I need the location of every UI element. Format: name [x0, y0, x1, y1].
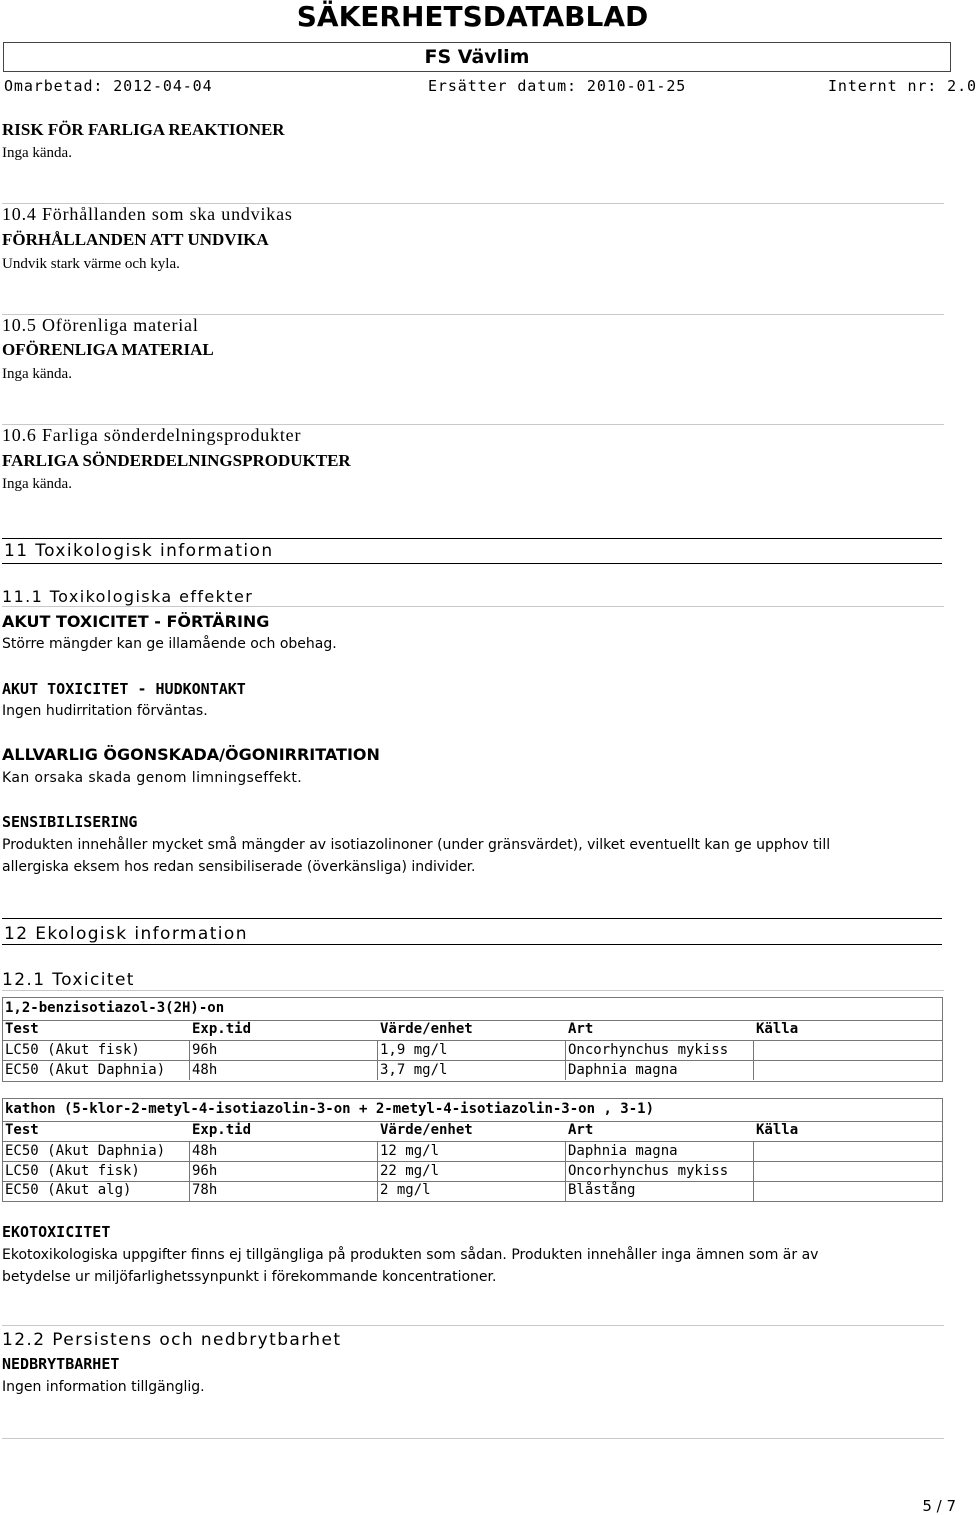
- section-10-4-text: Undvik stark värme och kyla.: [2, 256, 180, 272]
- table-1-row-2-exptid: 48h: [192, 1062, 218, 1078]
- eye-damage-heading: ALLVARLIG ÖGONSKADA/ÖGONIRRITATION: [2, 745, 380, 764]
- table-line: [565, 1141, 566, 1201]
- replaces-date: Ersätter datum: 2010-01-25: [428, 77, 687, 95]
- section-10-5-text: Inga kända.: [2, 366, 72, 382]
- table-1-row-1-value: 1,9 mg/l: [380, 1042, 448, 1058]
- section-12-2-title: 12.2 Persistens och nedbrytbarhet: [2, 1330, 342, 1350]
- table-line: [753, 1141, 754, 1201]
- table-2-header-value: Värde/enhet: [380, 1122, 473, 1138]
- table-line: [2, 1181, 942, 1182]
- divider: [2, 1325, 944, 1326]
- table-2-row-2-value: 22 mg/l: [380, 1163, 440, 1179]
- section-10-5-heading: OFÖRENLIGA MATERIAL: [2, 340, 214, 359]
- divider: [2, 990, 944, 991]
- ecotoxicity-heading: EKOTOXICITET: [2, 1223, 111, 1241]
- table-2-substance: kathon (5-klor-2-metyl-4-isotiazolin-3-on + 2-metyl-4-isotiazolin-3-on , 3-1): [5, 1101, 655, 1117]
- table-2-header-test: Test: [5, 1122, 39, 1138]
- acute-skin-heading: AKUT TOXICITET - HUDKONTAKT: [2, 680, 246, 698]
- table-1-header-test: Test: [5, 1021, 39, 1037]
- degradability-heading: NEDBRYTBARHET: [2, 1355, 120, 1373]
- table-1-row-2-test: EC50 (Akut Daphnia): [5, 1062, 166, 1078]
- eye-damage-text: Kan orsaka skada genom limningseffekt.: [2, 770, 303, 786]
- sensitization-heading: SENSIBILISERING: [2, 813, 138, 831]
- table-2-row-3-species: Blåstång: [568, 1182, 636, 1198]
- table-line: [2, 1040, 942, 1041]
- divider: [2, 606, 944, 607]
- section-10-4-title: 10.4 Förhållanden som ska undvikas: [2, 204, 293, 224]
- table-1-row-2-value: 3,7 mg/l: [380, 1062, 448, 1078]
- table-line: [189, 1141, 190, 1201]
- sensitization-text-1: Produkten innehåller mycket små mängder av isotiazolinoner (under gränsvärdet), vilket eventuellt kan ge upphov till: [2, 837, 831, 853]
- section-12-title: 12 Ekologisk information: [4, 924, 248, 944]
- section-10-5-title: 10.5 Oförenliga material: [2, 315, 199, 335]
- table-2-row-3-test: EC50 (Akut alg): [5, 1182, 132, 1198]
- acute-skin-text: Ingen hudirritation förväntas.: [2, 703, 208, 719]
- table-2-row-1-exptid: 48h: [192, 1143, 218, 1159]
- degradability-text: Ingen information tillgänglig.: [2, 1379, 205, 1395]
- table-2-row-2-exptid: 96h: [192, 1163, 218, 1179]
- section-11-1-title: 11.1 Toxikologiska effekter: [2, 587, 254, 606]
- acute-oral-heading: AKUT TOXICITET - FÖRTÄRING: [2, 612, 270, 631]
- table-1-row-1-species: Oncorhynchus mykiss: [568, 1042, 729, 1058]
- table-1-substance: 1,2-benzisotiazol-3(2H)-on: [5, 1000, 225, 1016]
- section-rule: [2, 944, 942, 945]
- table-2-row-1-test: EC50 (Akut Daphnia): [5, 1143, 166, 1159]
- section-10-6-heading: FARLIGA SÖNDERDELNINGSPRODUKTER: [2, 451, 351, 470]
- table-line: [2, 1060, 942, 1061]
- document-title: SÄKERHETSDATABLAD: [296, 0, 649, 33]
- section-12-1-title: 12.1 Toxicitet: [2, 970, 135, 990]
- internal-number: Internt nr: 2.0: [828, 77, 977, 95]
- table-line: [2, 1141, 942, 1142]
- table-1-row-2-species: Daphnia magna: [568, 1062, 678, 1078]
- table-2-header-species: Art: [568, 1122, 594, 1138]
- table-line: [2, 1161, 942, 1162]
- table-1-row-1-test: LC50 (Akut fisk): [5, 1042, 140, 1058]
- risk-text: Inga kända.: [2, 145, 72, 161]
- table-1-header-value: Värde/enhet: [380, 1021, 473, 1037]
- table-1-header-species: Art: [568, 1021, 594, 1037]
- table-1-header-source: Källa: [756, 1021, 799, 1037]
- sensitization-text-2: allergiska eksem hos redan sensibiliserade (överkänsliga) individer.: [2, 859, 476, 875]
- table-1-row-1-exptid: 96h: [192, 1042, 218, 1058]
- ecotoxicity-text-2: betydelse ur miljöfarlighetssynpunkt i förekommande koncentrationer.: [2, 1269, 497, 1285]
- revised-date: Omarbetad: 2012-04-04: [4, 77, 213, 95]
- section-rule: [2, 563, 942, 564]
- section-rule: [2, 918, 942, 919]
- table-2-row-2-species: Oncorhynchus mykiss: [568, 1163, 729, 1179]
- page-number: 5 / 7: [922, 1497, 956, 1515]
- table-2-header-exptid: Exp.tid: [192, 1122, 252, 1138]
- table-2-row-3-exptid: 78h: [192, 1182, 218, 1198]
- divider: [2, 1438, 944, 1439]
- table-1-header-exptid: Exp.tid: [192, 1021, 252, 1037]
- table-line: [377, 1141, 378, 1201]
- section-rule: [2, 538, 942, 539]
- table-2-row-1-species: Daphnia magna: [568, 1143, 678, 1159]
- ecotoxicity-text-1: Ekotoxikologiska uppgifter finns ej tillgängliga på produkten som sådan. Produkten innehåller inga ämnen som är av: [2, 1247, 819, 1263]
- table-2-row-3-value: 2 mg/l: [380, 1182, 431, 1198]
- section-10-4-heading: FÖRHÅLLANDEN ATT UNDVIKA: [2, 230, 269, 249]
- product-name: FS Vävlim: [424, 46, 530, 68]
- section-10-6-text: Inga kända.: [2, 476, 72, 492]
- acute-oral-text: Större mängder kan ge illamående och obehag.: [2, 636, 337, 652]
- section-10-6-title: 10.6 Farliga sönderdelningsprodukter: [2, 425, 302, 445]
- table-2-row-1-value: 12 mg/l: [380, 1143, 440, 1159]
- risk-heading: RISK FÖR FARLIGA REAKTIONER: [2, 120, 285, 139]
- table-2-row-2-test: LC50 (Akut fisk): [5, 1163, 140, 1179]
- table-2-header-source: Källa: [756, 1122, 799, 1138]
- section-11-title: 11 Toxikologisk information: [4, 541, 274, 561]
